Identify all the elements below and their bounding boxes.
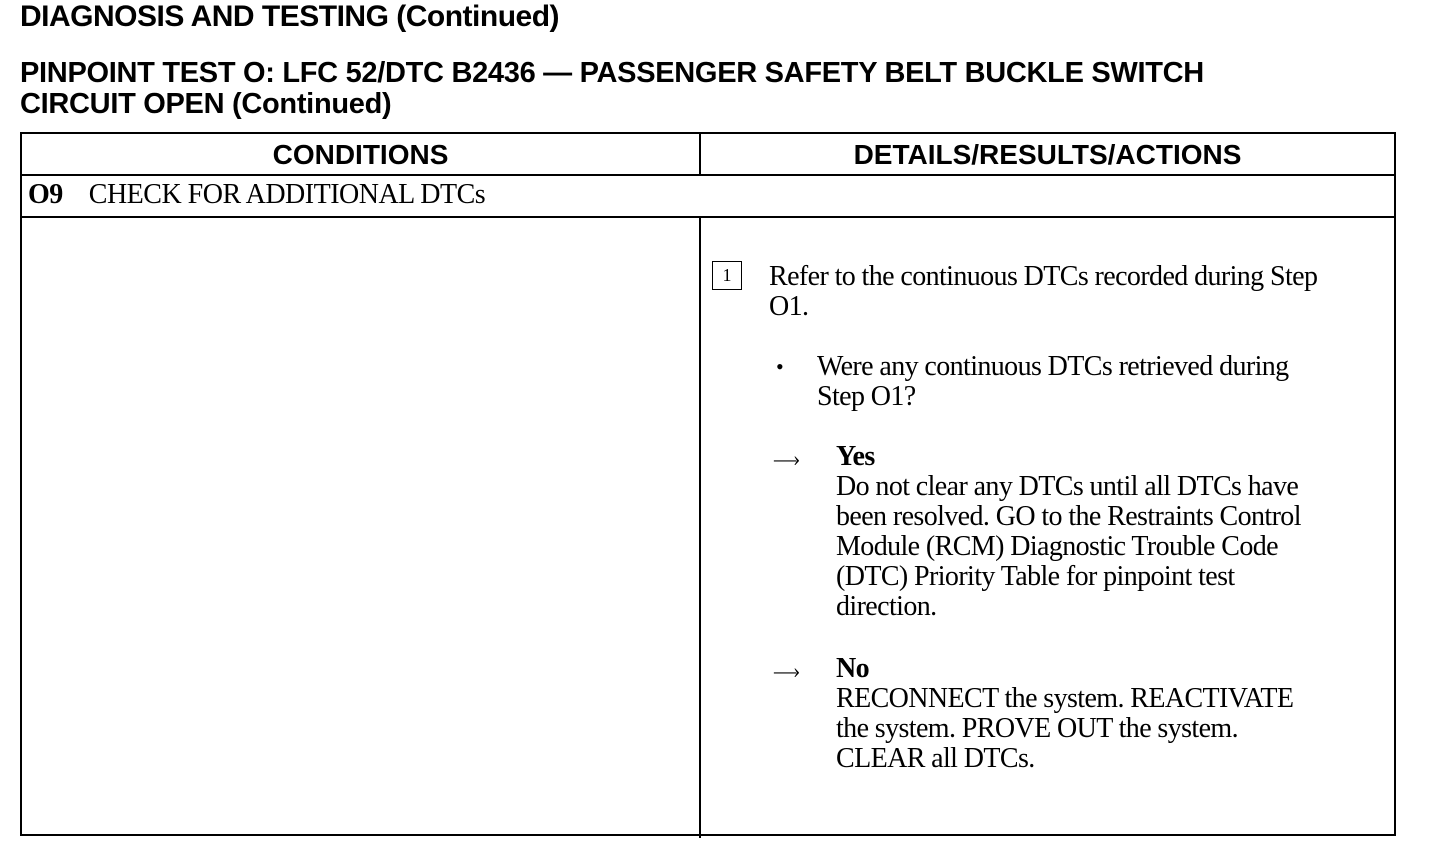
instruction-text [769,262,1317,322]
yes-result [836,442,1301,622]
header-divider [699,134,701,174]
pinpoint-test-table [20,132,1396,836]
test-title-line-1: PINPOINT TEST O: LFC 52/DTC B2436 — PASSENGER SAFETY BELT BUCKLE SWITCH [20,57,1204,89]
pinpoint-test-title [20,58,1204,120]
question-text [817,352,1289,412]
body-divider [699,218,701,838]
no-arrow-icon: —› [774,658,798,683]
instruction-line-1: Refer to the continuous DTCs recorded during Step [769,261,1318,292]
step-number-box: 1 [712,261,742,290]
step-title: CHECK FOR ADDITIONAL DTCs [88,179,486,210]
yes-line-4: (DTC) Priority Table for pinpoint test [836,561,1235,592]
step-rule [22,216,1394,218]
page-title: DIAGNOSIS AND TESTING (Continued) [20,0,560,33]
yes-arrow-icon: —› [774,446,798,471]
no-label: No [836,653,870,684]
yes-label: Yes [836,441,875,472]
instruction-line-2: O1. [769,291,809,322]
bullet-icon: • [776,354,784,379]
yes-line-5: direction. [836,591,937,622]
question-line-2: Step O1? [817,381,916,412]
no-line-3: CLEAR all DTCs. [836,743,1035,774]
yes-line-1: Do not clear any DTCs until all DTCs have [836,471,1299,502]
yes-line-3: Module (RCM) Diagnostic Trouble Code [836,531,1278,562]
question-line-1: Were any continuous DTCs retrieved during [817,351,1289,382]
no-line-2: the system. PROVE OUT the system. [836,713,1239,744]
test-title-line-2: CIRCUIT OPEN (Continued) [20,88,392,120]
details-column-header: DETAILS/RESULTS/ACTIONS [853,139,1242,170]
header-rule [22,174,1394,176]
conditions-column-header: CONDITIONS [272,139,449,170]
step-id: O9 [28,179,63,210]
step-heading [28,179,485,211]
yes-line-2: been resolved. GO to the Restraints Control [836,501,1301,532]
no-result [836,654,1293,774]
no-line-1: RECONNECT the system. REACTIVATE [836,683,1294,714]
